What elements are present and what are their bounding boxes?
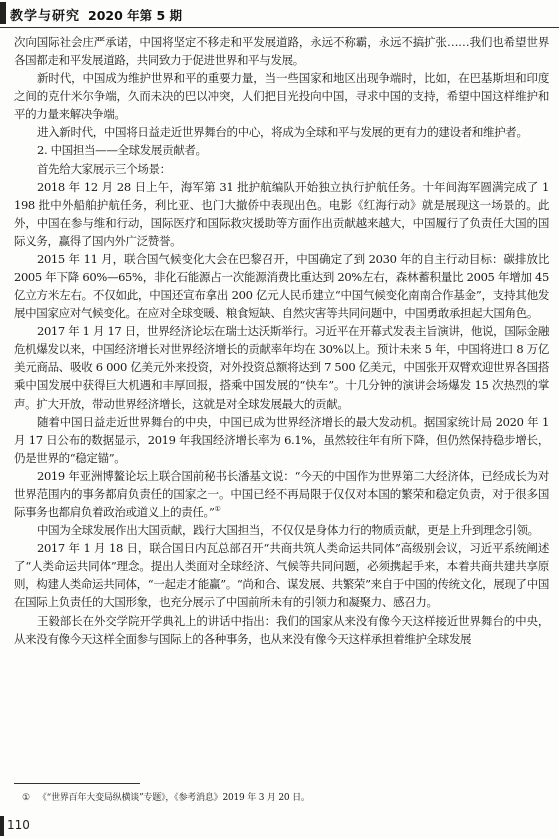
paragraph [14, 69, 549, 123]
footnote-mark: ① [22, 793, 30, 803]
header-marker [0, 2, 6, 24]
paragraph-text: 2017 年 1 月 17 日，世界经济论坛在瑞士达沃斯举行。习近平在开幕式发表主旨演讲，他说，国际金融危机爆发以来，中国经济增长对世界经济增长的贡献率年均在 30%以上。预计未来 5 年，中国将进口 8 万亿美元商品、吸收 6 000 亿美元外来投资，对外投资总额将达到 7 500 亿美元，中国张开双臂欢迎世界各国搭乘中国发展中获得巨大机遇和丰厚回报，搭乘中国发展的“快车”。十几分钟的演讲会场爆发 15 次热烈的掌声。扩大开放，带动世界经济增长，这就是对全球发展最大的贡献。 [14, 324, 549, 411]
paragraph-text: 首先给大家展示三个场景： [37, 161, 171, 176]
paragraph [14, 467, 549, 521]
paragraph [14, 33, 549, 69]
page-number-block [0, 816, 40, 836]
paragraph [14, 521, 549, 539]
paragraph [14, 141, 549, 159]
issue-label: 2020 年第 5 期 [88, 8, 183, 23]
paragraph-text: 2019 年亚洲博鳌论坛上联合国前秘书长潘基文说：“今天的中国作为世界第二大经济体，已经成长为对世界范围内的事务都肩负责任的国家之一。中国已经不再局限于仅仅对本国的繁荣和稳定负责，对于很多国际事务也都肩负着政治或道义上的责任。” [14, 468, 549, 520]
paragraph-text: 2018 年 12 月 28 日上午，海军第 31 批护航编队开始独立执行护航任务。十年间海军圆满完成了 1 198 批中外船舶护航任务，利比亚、也门大撤侨中表现出色。电影《红海行动》就是展现这一场景的。此外，中国在参与维和行动，国际医疗和国际救灾援助等方面作出贡献越来越大，中国履行了负责任大国的国际义务，赢得了国内外广泛赞誉。 [14, 179, 549, 248]
journal-title: 教学与研究 [10, 9, 81, 24]
paragraph [14, 178, 549, 250]
article-body [14, 33, 549, 648]
footnote-text: 《“世界百年大变局纵横谈”专题》，《参考消息》2019 年 3 月 20 日。 [37, 793, 310, 803]
page-header [0, 0, 559, 27]
paragraph [14, 539, 549, 611]
paragraph-text: 2. 中国担当——全球发展贡献者。 [37, 143, 207, 158]
paragraph-text: 进入新时代，中国将日益走近世界舞台的中心，将成为全球和平与发展的更有力的建设者和维护者。 [37, 125, 528, 140]
page-number-marker [0, 816, 4, 836]
footnote-divider [14, 783, 140, 784]
page-number: 110 [7, 818, 30, 832]
paragraph [14, 160, 549, 178]
paragraph-text: 新时代，中国成为维护世界和平的重要力量，当一些国家和地区出现争端时，比如，在巴基斯坦和印度之间的克什米尔争端，久而未决的巴以冲突，人们把目光投向中国，寻求中国的支持，希望中国这样维护和平的力量来解决争端。 [14, 71, 549, 122]
header-divider [0, 27, 559, 28]
paragraph-text: 次向国际社会庄严承诺，中国将坚定不移走和平发展道路，永远不称霸，永远不搞扩张……我们也希望世界各国都走和平发展道路，共同致力于促进世界和平与发展。 [14, 35, 549, 68]
paragraph [14, 612, 549, 648]
paragraph [14, 322, 549, 412]
footnote [22, 792, 542, 804]
paragraph-text: 2017 年 1 月 18 日，联合国日内瓦总部召开“共商共筑人类命运共同体”高级别会议，习近平系统阐述了“人类命运共同体”理念。提出人类面对全球经济、气候等共同问题，必须携起手来，本着共商共建共享原则，构建人类命运共同体，“一起走才能赢”。“尚和合、谋发展、共繁荣”来自于中国的传统文化，展现了中国在国际上负责任的大国形象，也充分展示了中国前所未有的引领力和凝聚力、感召力。 [14, 541, 550, 610]
paragraph-text: 中国为全球发展作出大国贡献，践行大国担当，不仅仅是身体力行的物质贡献，更是上升到理念引领。 [37, 523, 539, 538]
paragraph-text: 随着中国日益走近世界舞台的中央，中国已成为世界经济增长的最大发动机。据国家统计局 2020 年 1 月 17 日公布的数据显示，2019 年我国经济增长率为 6.1%，虽然较往年有所下降，但仍然保持稳步增长，仍是世界的“稳定锚”。 [14, 414, 549, 465]
paragraph [14, 250, 549, 322]
paragraph-text: 王毅部长在外交学院开学典礼上的讲话中指出：我们的国家从来没有像今天这样接近世界舞台的中央，从来没有像今天这样全面参与国际上的各种事务，也从来没有像今天这样承担着维护全球发展 [14, 613, 549, 646]
paragraph [14, 413, 549, 467]
paragraph [14, 123, 549, 141]
footnote-reference: ① [214, 505, 221, 514]
paragraph-text: 2015 年 11 月，联合国气候变化大会在巴黎召开，中国确定了到 2030 年的自主行动目标：碳排放比 2005 年下降 60%—65%，非化石能源占一次能源消费比重达到 20%左右，森林蓄积量比 2005 年增加 45 亿立方米左右。不仅如此，中国还宣布拿出 200 亿元人民币建立“中国气候变化南南合作基金”，支持其他发展中国家应对气候变化。在应对全球变暖、粮食短缺、自然灾害等共同问题中，中国勇敢承担起大国角色。 [14, 251, 549, 321]
